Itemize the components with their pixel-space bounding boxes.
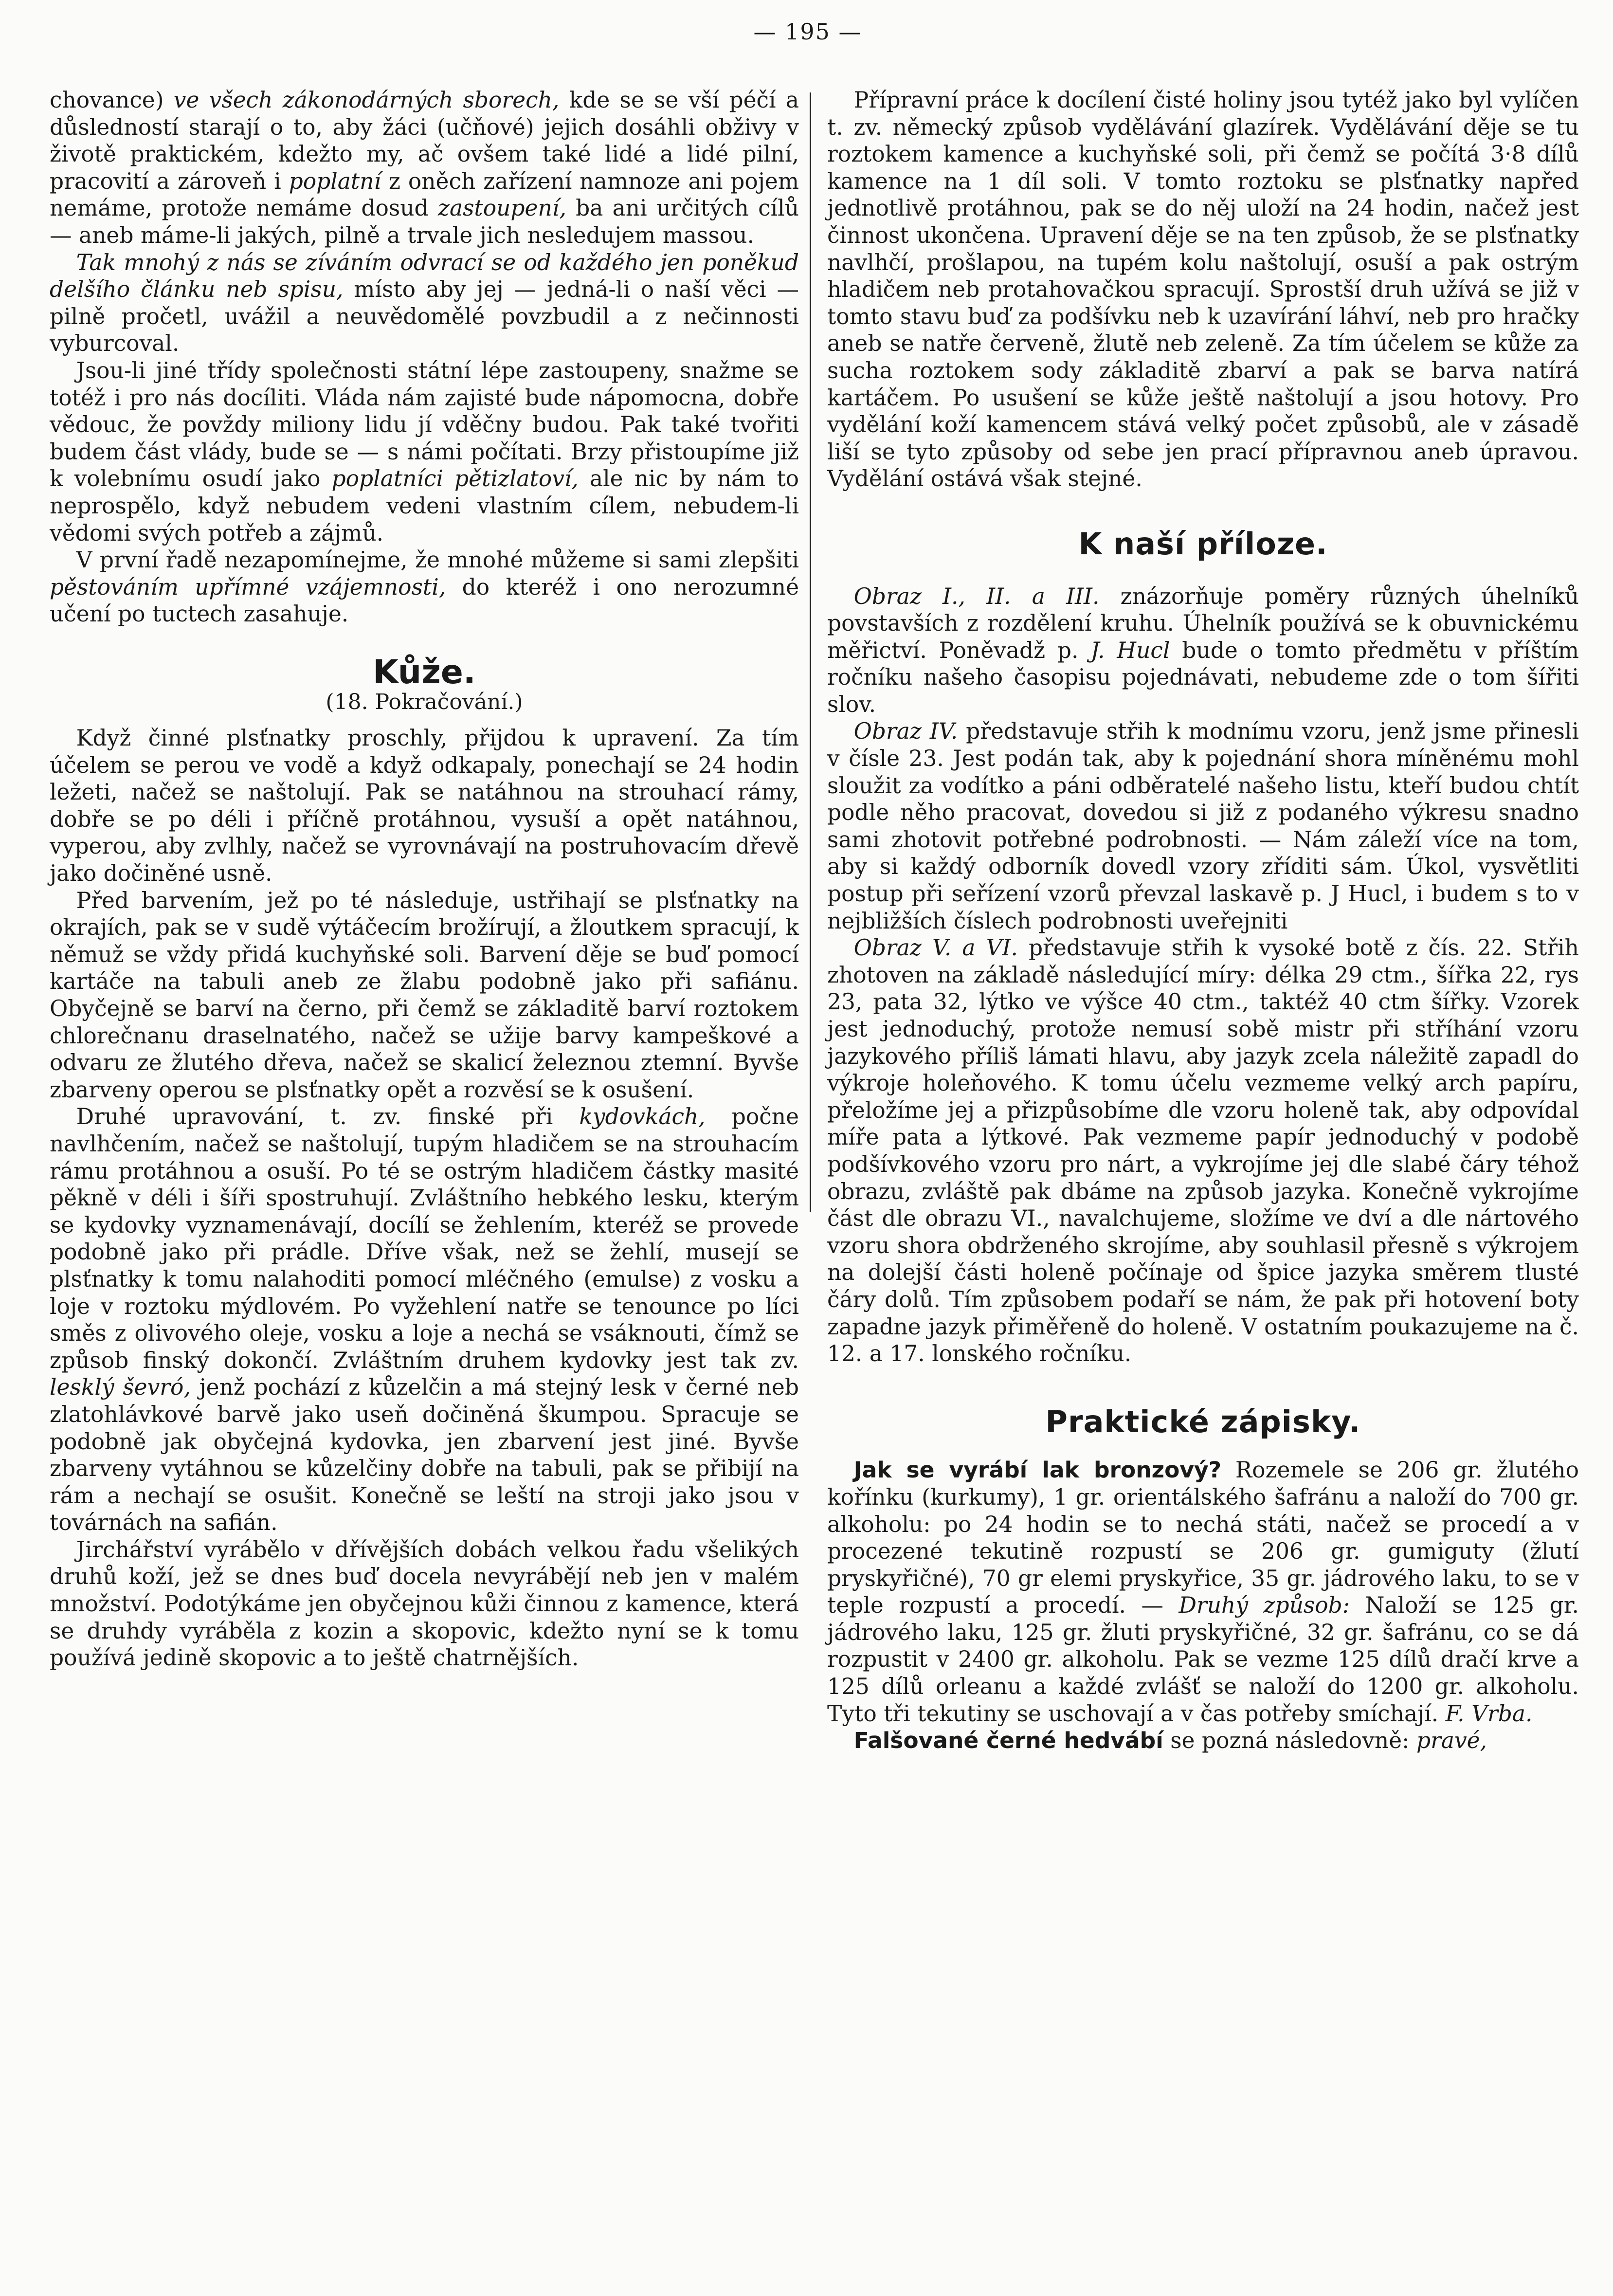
text-run: do kteréž i ono nerozumné učení po tuctech zasahuje. bbox=[50, 574, 799, 627]
text-run: ale nic by nám to neprospělo, když nebudem vedeni vlastním cílem, nebudem-li vědomi svých potřeb a zájmů. bbox=[50, 466, 799, 546]
text-run: z oněch zařízení namnoze ani pojem nemáme, protože nemáme dosud bbox=[50, 168, 799, 221]
italic-run: Obraz V. a VI. bbox=[853, 935, 1018, 961]
page-number: — 195 — bbox=[753, 18, 862, 45]
italic-run: Obraz IV. bbox=[853, 718, 958, 745]
paragraph bbox=[50, 357, 799, 547]
italic-run: poplatníci pětizlatoví, bbox=[331, 466, 579, 492]
paragraph bbox=[50, 887, 799, 1104]
italic-run: pěstováním upřímné vzájemnosti, bbox=[50, 574, 446, 600]
text-run: jenž pochází z kůzelčin a má stejný lesk v černé neb zlatohlávkové barvě jako useň dočiněná škumpou. Spracuje se podobně jak obyčejná kydovka, jen zbarvení jest jiné. Byvše zbarveny vytáhnou se kůzelčiny dobře na tabuli, pak se přibijí na rám a nechají se osušit. Konečně se leští na stroji jako jsou v továrnách na safián. bbox=[50, 1374, 799, 1536]
paragraph bbox=[50, 1103, 799, 1536]
paragraph bbox=[50, 249, 799, 357]
text-run: znázorňuje poměry různých úhelníků povstavších z rozdělení kruhu. Úhelník používá se k obuvnickému měřictví. Poněvadž p. bbox=[827, 583, 1579, 663]
text-run: představuje střih k modnímu vzoru, jenž jsme přinesli v čísle 23. Jest podán tak, aby k pojednání shora míněnému mohl sloužit za vodítko a páni odběratelé našeho listu, kteří budou chtít podle něho pracovat, dovedou si již z podaného výkresu snadno sami zhotovit potřebné podrobnosti. — Nám záleží více na tom, aby si každý odborník dovedl vzory zříditi sám. Úkol, vysvětliti postup při seřízení vzorů převzal laskavě p. J Hucl, i budem s to v nejbližších číslech podrobnosti uveřejniti bbox=[827, 718, 1579, 934]
paragraph bbox=[827, 934, 1579, 1367]
italic-run: pravé, bbox=[1416, 1728, 1487, 1754]
continuation-note: (18. Pokračování.) bbox=[326, 690, 523, 715]
bold-run: Falšované černé hedvábí bbox=[853, 1728, 1163, 1754]
paragraph bbox=[827, 583, 1579, 718]
italic-run: zastoupení, bbox=[437, 195, 566, 221]
italic-run: lesklý ševró, bbox=[50, 1374, 191, 1401]
text-run: představuje střih k vysoké botě z čís. 22. Střih zhotoven na základě následující míry: délka 29 ctm., šířka 22, rys 23, pata 32, lýtko ve výšce 40 ctm., taktéž 40 ctm šířky. Vzorek jest jednoduchý, protože nemusí sobě mistr při stříhání vzoru jazykového příliš lámati hlavu, aby jazyk zcela náležitě zapadl do výkroje holeňového. K tomu účelu vezmeme velký arch papíru, přeložíme jej a přizpůsobíme dle vzoru holeně tak, aby odpovídal míře pata a lýtkové. Pak vezmeme papír jednoduchý v podobě podšívkového vzoru pro nárt, a vykrojíme jej dle slabé čáry téhož obrazu, zvláště pak dbáme na způsob jazyka. Konečně vykrojíme část dle obrazu VI., navalchujeme, složíme ve dví a dle nártového vzoru shora obdrženého skrojíme, aby souhlasil přesně s výkrojem na dolejší části holeně počínaje od špice jazyka směrem tlusté čáry dolů. Tím způsobem podaří se nám, že pak při hotovení boty zapadne jazyk přiměřeně do holeně. V ostatním poukazujeme na č. 12. a 17. lonského ročníku. bbox=[827, 935, 1579, 1367]
section-heading-prakticke: Praktické zápisky. bbox=[1045, 1403, 1361, 1440]
italic-run: Druhý způsob: bbox=[1178, 1592, 1350, 1619]
paragraph bbox=[50, 87, 799, 249]
paragraph bbox=[50, 547, 799, 628]
text-run: kde se se vší péčí a důsledností starají o to, aby žáci (učňové) jejich dosáhli obživy v životě praktickém, kdežto my, ač ovšem také lidé a lidé pilní, pracovití a zároveň i bbox=[50, 87, 799, 194]
italic-run: ve všech zákonodárných sborech, bbox=[173, 87, 560, 113]
text-run: místo aby jej — jedná-li o naší věci — pilně pročetl, uvážil a neuvědomělé povzbudil a z nečinnosti vyburcoval. bbox=[50, 276, 799, 357]
text-run: Druhé upravování, t. zv. finské při bbox=[76, 1104, 580, 1130]
italic-run: J. Hucl bbox=[1090, 637, 1170, 663]
text-run: chovance) bbox=[50, 87, 174, 113]
bold-run: Jak se vyrábí lak bronzový? bbox=[853, 1457, 1222, 1483]
italic-run: Obraz I., II. a III. bbox=[853, 583, 1100, 609]
column-divider bbox=[810, 92, 811, 1212]
text-run: Před barvením, jež po té následuje, ustřihají se plsťnatky na okrajích, pak se v sudě výtáčecím brožírují, a žloutkem spracují, k němuž se vždy přidá kuchyňské soli. Barvení děje se buď pomocí kartáče na tabuli aneb ze žlabu podobně jako při safiánu. Obyčejně se barví na černo, při čemž se základitě barví roztokem chlorečnanu draselnatého, načež se užije barvy kampeškové a odvaru ze žlutého dřeva, načež se skalicí železnou ztemní. Byvše zbarveny operou se plsťnatky opět a rozvěsí se k osušení. bbox=[50, 887, 799, 1103]
italic-run: Tak mnohý z nás se zíváním odvrací se od každého jen poněkud delšího článku neb spisu, bbox=[50, 249, 799, 303]
text-run: Jsou-li jiné třídy společnosti státní lépe zastoupeny, snažme se totéž i pro nás docíliti. Vláda nám zajisté bude nápomocna, dobře vědouc, že povždy miliony lidu jí vděčny budou. Pak také tvořiti budem část vlády, bude se — s námi počítati. Brzy přistoupíme již k volebnímu osudí jako bbox=[50, 357, 799, 492]
text-run: se pozná následovně: bbox=[1163, 1728, 1416, 1754]
section-heading-kuze: Kůže. bbox=[373, 653, 476, 692]
italic-run: F. Vrba. bbox=[1445, 1700, 1533, 1727]
paragraph bbox=[50, 1536, 799, 1672]
text-run: V první řadě nezapomínejme, že mnohé můžeme si sami zlepšiti bbox=[76, 547, 799, 573]
right-column bbox=[827, 87, 1579, 1754]
italic-run: poplatní bbox=[289, 168, 381, 194]
text-run: Přípravní práce k docílení čisté holiny jsou tytéž jako byl vylíčen t. zv. německý způsob vydělávání glazírek. Vydělávání děje se tu roztokem kamence a kuchyňské soli, při čemž se počítá 3·8 dílů kamence na 1 díl soli. V tomto roztoku se plsťnatky napřed jednotlivě protáhnou, pak se do něj uloží na 24 hodin, načež jest činnost ukončena. Upravení děje se na ten způsob, že se plsťnatky navlhčí, prošlapou, na tupém kolu naštolují, osuší a pak ostrým hladičem neb protahovačkou spracují. Sprostší druh užívá se již v tomto stavu buď za podšívku neb k uzavírání láhví, neb pro hračky aneb se natře červeně, žlutě neb zeleně. Za tím účelem se kůže za sucha roztokem sody základitě zbarví a pak se barva natírá kartáčem. Po usušení se kůže ještě naštolují a jsou hotovy. Pro vydělání koží kamencem stává velký počet způsobů, ale v zásadě liší se tyto způsoby od sebe jen prací přípravnou aneb úpravou. Vydělání ostává však stejné. bbox=[827, 87, 1579, 492]
text-run: počne navlhčením, načež se naštolují, tupým hladičem se na strouhacím rámu protáhnou a osuší. Po té se ostrým hladičem částky masité pěkně v déli i šíři spostruhují. Zvláštního hebkého lesku, kterým se kydovky vyznamenávají, docílí se žehlením, kteréž se provede podobně jako při prádle. Dříve však, než se žehlí, musejí se plsťnatky k tomu nalahoditi pomocí mléčného (emulse) z vosku a loje v roztoku mýdlovém. Po vyžehlení natře se tenounce po líci směs z olivového oleje, vosku a loje a nechá se vsáknouti, čímž se způsob finský dokončí. Zvláštním druhem kydovky jest tak zv. bbox=[50, 1104, 799, 1373]
paragraph bbox=[827, 1727, 1579, 1754]
paragraph bbox=[827, 87, 1579, 492]
text-run: Jirchářství vyrábělo v dřívějších dobách velkou řadu všelikých druhů koží, jež se dnes buď docela nevyrábějí neb jen v malém množství. Podotýkáme jen obyčejnou kůži činnou z kamence, která se druhdy vyráběla z kozin a skopovic, kdežto nyní se k tomu používá jedině skopovic a to ještě chatrnějších. bbox=[50, 1536, 799, 1671]
section-heading-priloha: K naší příloze. bbox=[1078, 526, 1328, 562]
italic-run: kydovkách, bbox=[579, 1104, 706, 1130]
text-run: ba ani určitých cílů — aneb máme-li jakých, pilně a trvale jich nesledujem massou. bbox=[50, 195, 799, 248]
text-run: Když činné plsťnatky proschly, přijdou k upravení. Za tím účelem se perou ve vodě a když odkapaly, ponechají se 24 hodin ležeti, načež se naštolují. Pak se natáhnou na strouhací rámy, dobře se po déli i příčně protáhnou, vysuší a opět natáhnou, vyperou, aby zvlhly, načež se vyrovnávají na postruhovacím dřevě jako dočiněné usně. bbox=[50, 725, 799, 887]
left-column bbox=[50, 87, 799, 1672]
text-run: bude o tomto předmětu v příštím ročníku našeho časopisu pojednávati, nebudeme zde o tom šířiti slov. bbox=[827, 637, 1579, 717]
paragraph bbox=[50, 725, 799, 887]
paragraph bbox=[827, 718, 1579, 934]
paragraph bbox=[827, 1457, 1579, 1727]
text-run: Naloží se 125 gr. jádrového laku, 125 gr. žluti pryskyřičné, 32 gr. šafránu, co se dá rozpustit v 2400 gr. alkoholu. Pak se vezme 125 dílů dračí krve a 125 dílů orleanu a každé zvlášť se naloží do 1200 gr. alkoholu. Tyto tři tekutiny se uschovají a v čas potřeby smíchají. bbox=[827, 1592, 1579, 1727]
text-run: Rozemele se 206 gr. žlutého kořínku (kurkumy), 1 gr. orientálského šafránu a naloží do 700 gr. alkoholu: po 24 hodin se to nechá státi, načež se procedí a v procezené tekutině rozpustí se 206 gr. gumiguty (žlutí pryskyřičné), 70 gr elemi pryskyřice, 35 gr. jádrového laku, to se v teple rozpustí a procedí. — bbox=[827, 1457, 1579, 1619]
